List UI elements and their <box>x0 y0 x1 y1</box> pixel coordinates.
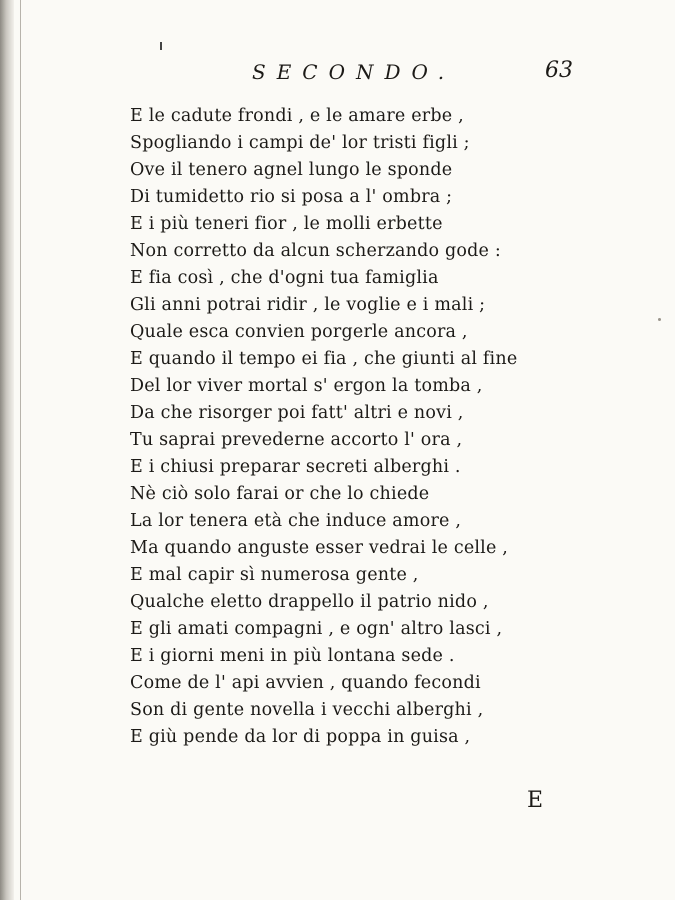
verse-line: Ove il tenero agnel lungo le sponde <box>130 160 453 180</box>
verse-line: Quale esca convien porgerle ancora , <box>130 322 468 342</box>
verse-line: Nè ciò solo farai or che lo chiede <box>130 484 430 504</box>
verse-line: Son di gente novella i vecchi alberghi , <box>130 700 484 720</box>
verse-line: La lor tenera età che induce amore , <box>130 511 462 531</box>
verse-line: E mal capir sì numerosa gente , <box>130 565 419 585</box>
verse-line: Qualche eletto drappello il patrio nido , <box>130 592 489 612</box>
paper-speck <box>658 318 661 321</box>
verse-line: Gli anni potrai ridir , le voglie e i mali ; <box>130 295 486 315</box>
verse-line: E i più teneri fior , le molli erbette <box>130 214 443 234</box>
verse-line: Di tumidetto rio si posa a l' ombra ; <box>130 187 453 207</box>
verse-line: E fia così , che d'ogni tua famiglia <box>130 268 439 288</box>
verse-line: Tu saprai prevederne accorto l' ora , <box>130 430 463 450</box>
verse-line: E i giorni meni in più lontana sede . <box>130 646 455 666</box>
page-number: 63 <box>545 58 573 83</box>
page-edge-line <box>20 0 21 900</box>
ink-mark <box>160 42 162 50</box>
verse-block <box>130 103 517 751</box>
catchword: E <box>527 788 544 813</box>
verse-line: E quando il tempo ei fia , che giunti al fine <box>130 349 518 369</box>
verse-line: Ma quando anguste esser vedrai le celle , <box>130 538 509 558</box>
verse-line: Non corretto da alcun scherzando gode : <box>130 241 501 261</box>
running-head: SECONDO. <box>252 60 456 84</box>
verse-line: E i chiusi preparar secreti alberghi . <box>130 457 461 477</box>
book-spine-shadow <box>0 0 14 900</box>
verse-line: Come de l' api avvien , quando fecondi <box>130 673 481 693</box>
verse-line: Da che risorger poi fatt' altri e novi , <box>130 403 464 423</box>
bleed-through-text <box>520 103 580 783</box>
verse-line: Spogliando i campi de' lor tristi figli ; <box>130 133 470 153</box>
verse-line: Del lor viver mortal s' ergon la tomba , <box>130 376 483 396</box>
verse-line: E gli amati compagni , e ogn' altro lasci , <box>130 619 503 639</box>
verse-line: E le cadute frondi , e le amare erbe , <box>130 106 464 126</box>
verse-line: E giù pende da lor di poppa in guisa , <box>130 727 471 747</box>
